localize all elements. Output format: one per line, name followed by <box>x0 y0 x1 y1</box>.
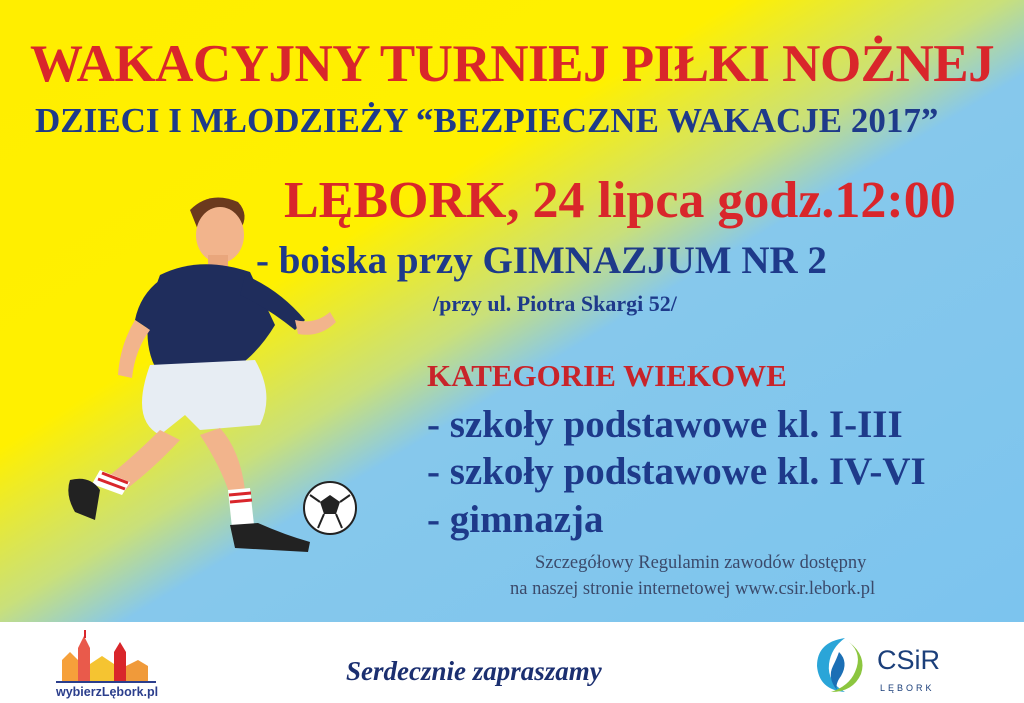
event-venue: - boiska przy GIMNAZJUM NR 2 <box>256 239 827 282</box>
event-city-date: LĘBORK, 24 lipca godz.12:00 <box>284 172 956 229</box>
category-item: - szkoły podstawowe kl. IV-VI <box>427 450 926 493</box>
csir-logo-name: CSiR <box>877 645 941 675</box>
event-address: /przy ul. Piotra Skargi 52/ <box>433 291 677 316</box>
invitation-text: Serdecznie zapraszamy <box>346 656 602 686</box>
regulations-note-line2: na naszej stronie internetowej www.csir.lebork.pl <box>510 579 876 599</box>
category-item: - gimnazja <box>427 498 604 541</box>
poster-title-line1: WAKACYJNY TURNIEJ PIŁKI NOŻNEJ <box>30 35 995 93</box>
regulations-note-line1: Szczegółowy Regulamin zawodów dostępny <box>535 553 867 573</box>
category-item: - szkoły podstawowe kl. I-III <box>427 403 903 446</box>
poster-title-line2: DZIECI I MŁODZIEŻY “BEZPIECZNE WAKACJE 2017” <box>35 101 939 140</box>
csir-logo-city: LĘBORK <box>880 683 935 693</box>
categories-heading: KATEGORIE WIEKOWE <box>427 358 787 393</box>
csir-logo-icon <box>805 632 871 698</box>
wybierz-lebork-logo-text: wybierzLębork.pl <box>56 685 159 699</box>
